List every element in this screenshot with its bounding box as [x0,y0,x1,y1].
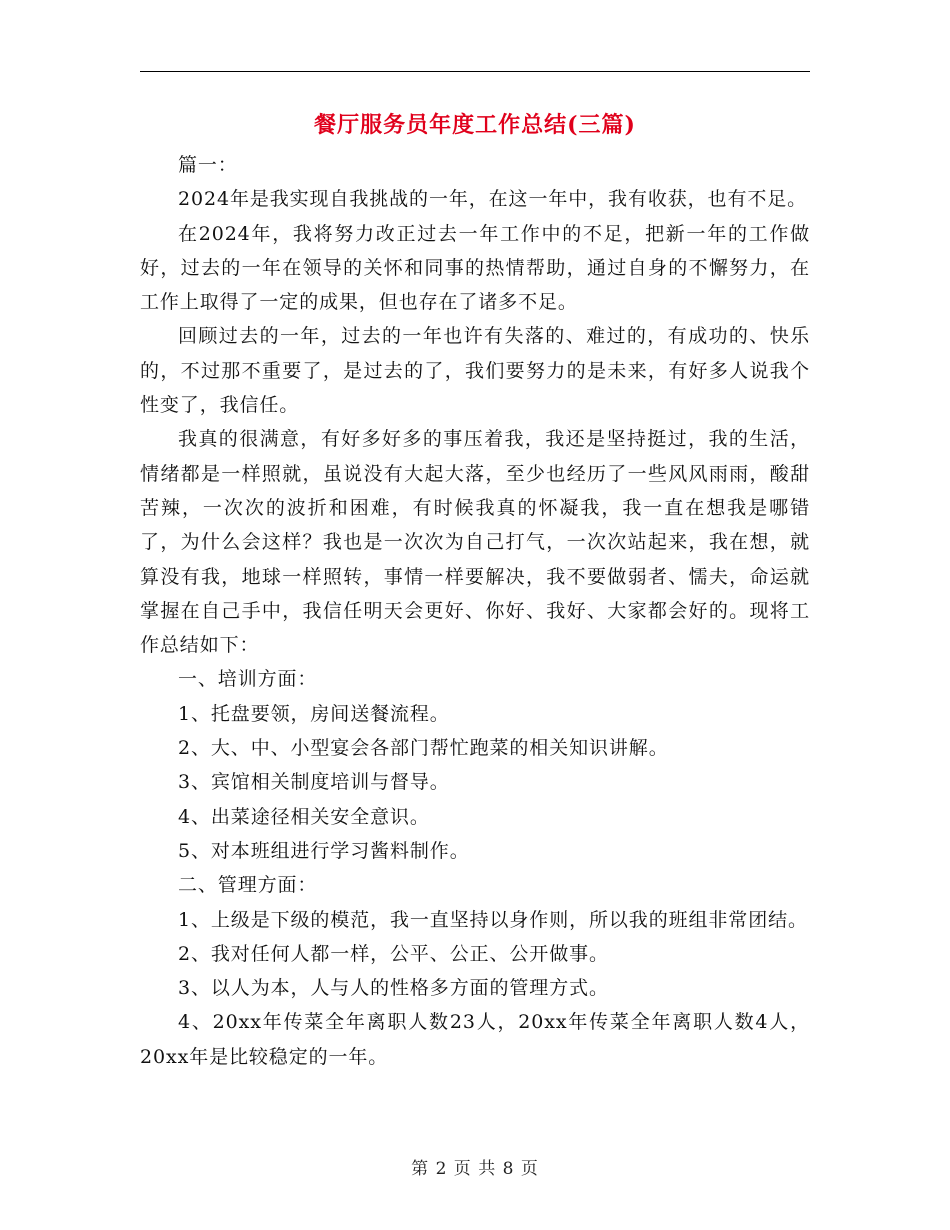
paragraph: 回顾过去的一年，过去的一年也许有失落的、难过的，有成功的、快乐的，不过那不重要了，是过去的了，我们要努力的是未来，有好多人说我个性变了，我信任。 [140,325,810,417]
list-item: 5、对本班组进行学习酱料制作。 [178,839,470,862]
list-item: 3、以人为本，人与人的性格多方面的管理方式。 [178,977,609,1000]
list-item: 2、我对任何人都一样，公平、公正、公开做事。 [178,942,609,965]
list-item: 4、20xx年传菜全年离职人数23人，20xx年传菜全年离职人数4人，20xx年是比较稳定的一年。 [140,1011,810,1068]
paragraph-section-label: 篇一： [178,154,238,176]
page-number: 第 2 页 共 8 页 [411,1159,539,1179]
list-item: 1、托盘要领，房间送餐流程。 [178,702,450,725]
document-body [140,148,810,1074]
paragraph: 我真的很满意，有好多好多的事压着我，我还是坚持挺过，我的生活，情绪都是一样照就，虽说没有大起大落，至少也经历了一些风风雨雨，酸甜苦辣，一次次的波折和困难，有时候我真的怀凝我，我一直在想我是哪错了，为什么会这样？我也是一次次为自己打气，一次次站起来，我在想，就算没有我，地球一样照转，事情一样要解决，我不要做弱者、懦夫，命运就掌握在自己手中，我信任明天会更好、你好、我好、大家都会好的。现将工作总结如下： [140,428,810,657]
paragraph: 在2024年，我将努力改正过去一年工作中的不足，把新一年的工作做好，过去的一年在领导的关怀和同事的热情帮助，通过自身的不懈努力，在工作上取得了一定的成果，但也存在了诸多不足。 [140,222,810,314]
header-rule [140,71,810,72]
list-item: 2、大、中、小型宴会各部门帮忙跑菜的相关知识讲解。 [178,737,669,760]
section-heading-management: 二、管理方面： [178,874,318,897]
document-title: 餐厅服务员年度工作总结(三篇) [314,112,636,138]
paragraph: 2024年是我实现自我挑战的一年，在这一年中，我有收获，也有不足。 [178,188,808,211]
list-item: 1、上级是下级的模范，我一直坚持以身作则，所以我的班组非常团结。 [178,908,808,931]
list-item: 3、宾馆相关制度培训与督导。 [178,771,450,794]
section-heading-training: 一、培训方面： [178,668,318,691]
list-item: 4、出菜途径相关安全意识。 [178,805,430,828]
